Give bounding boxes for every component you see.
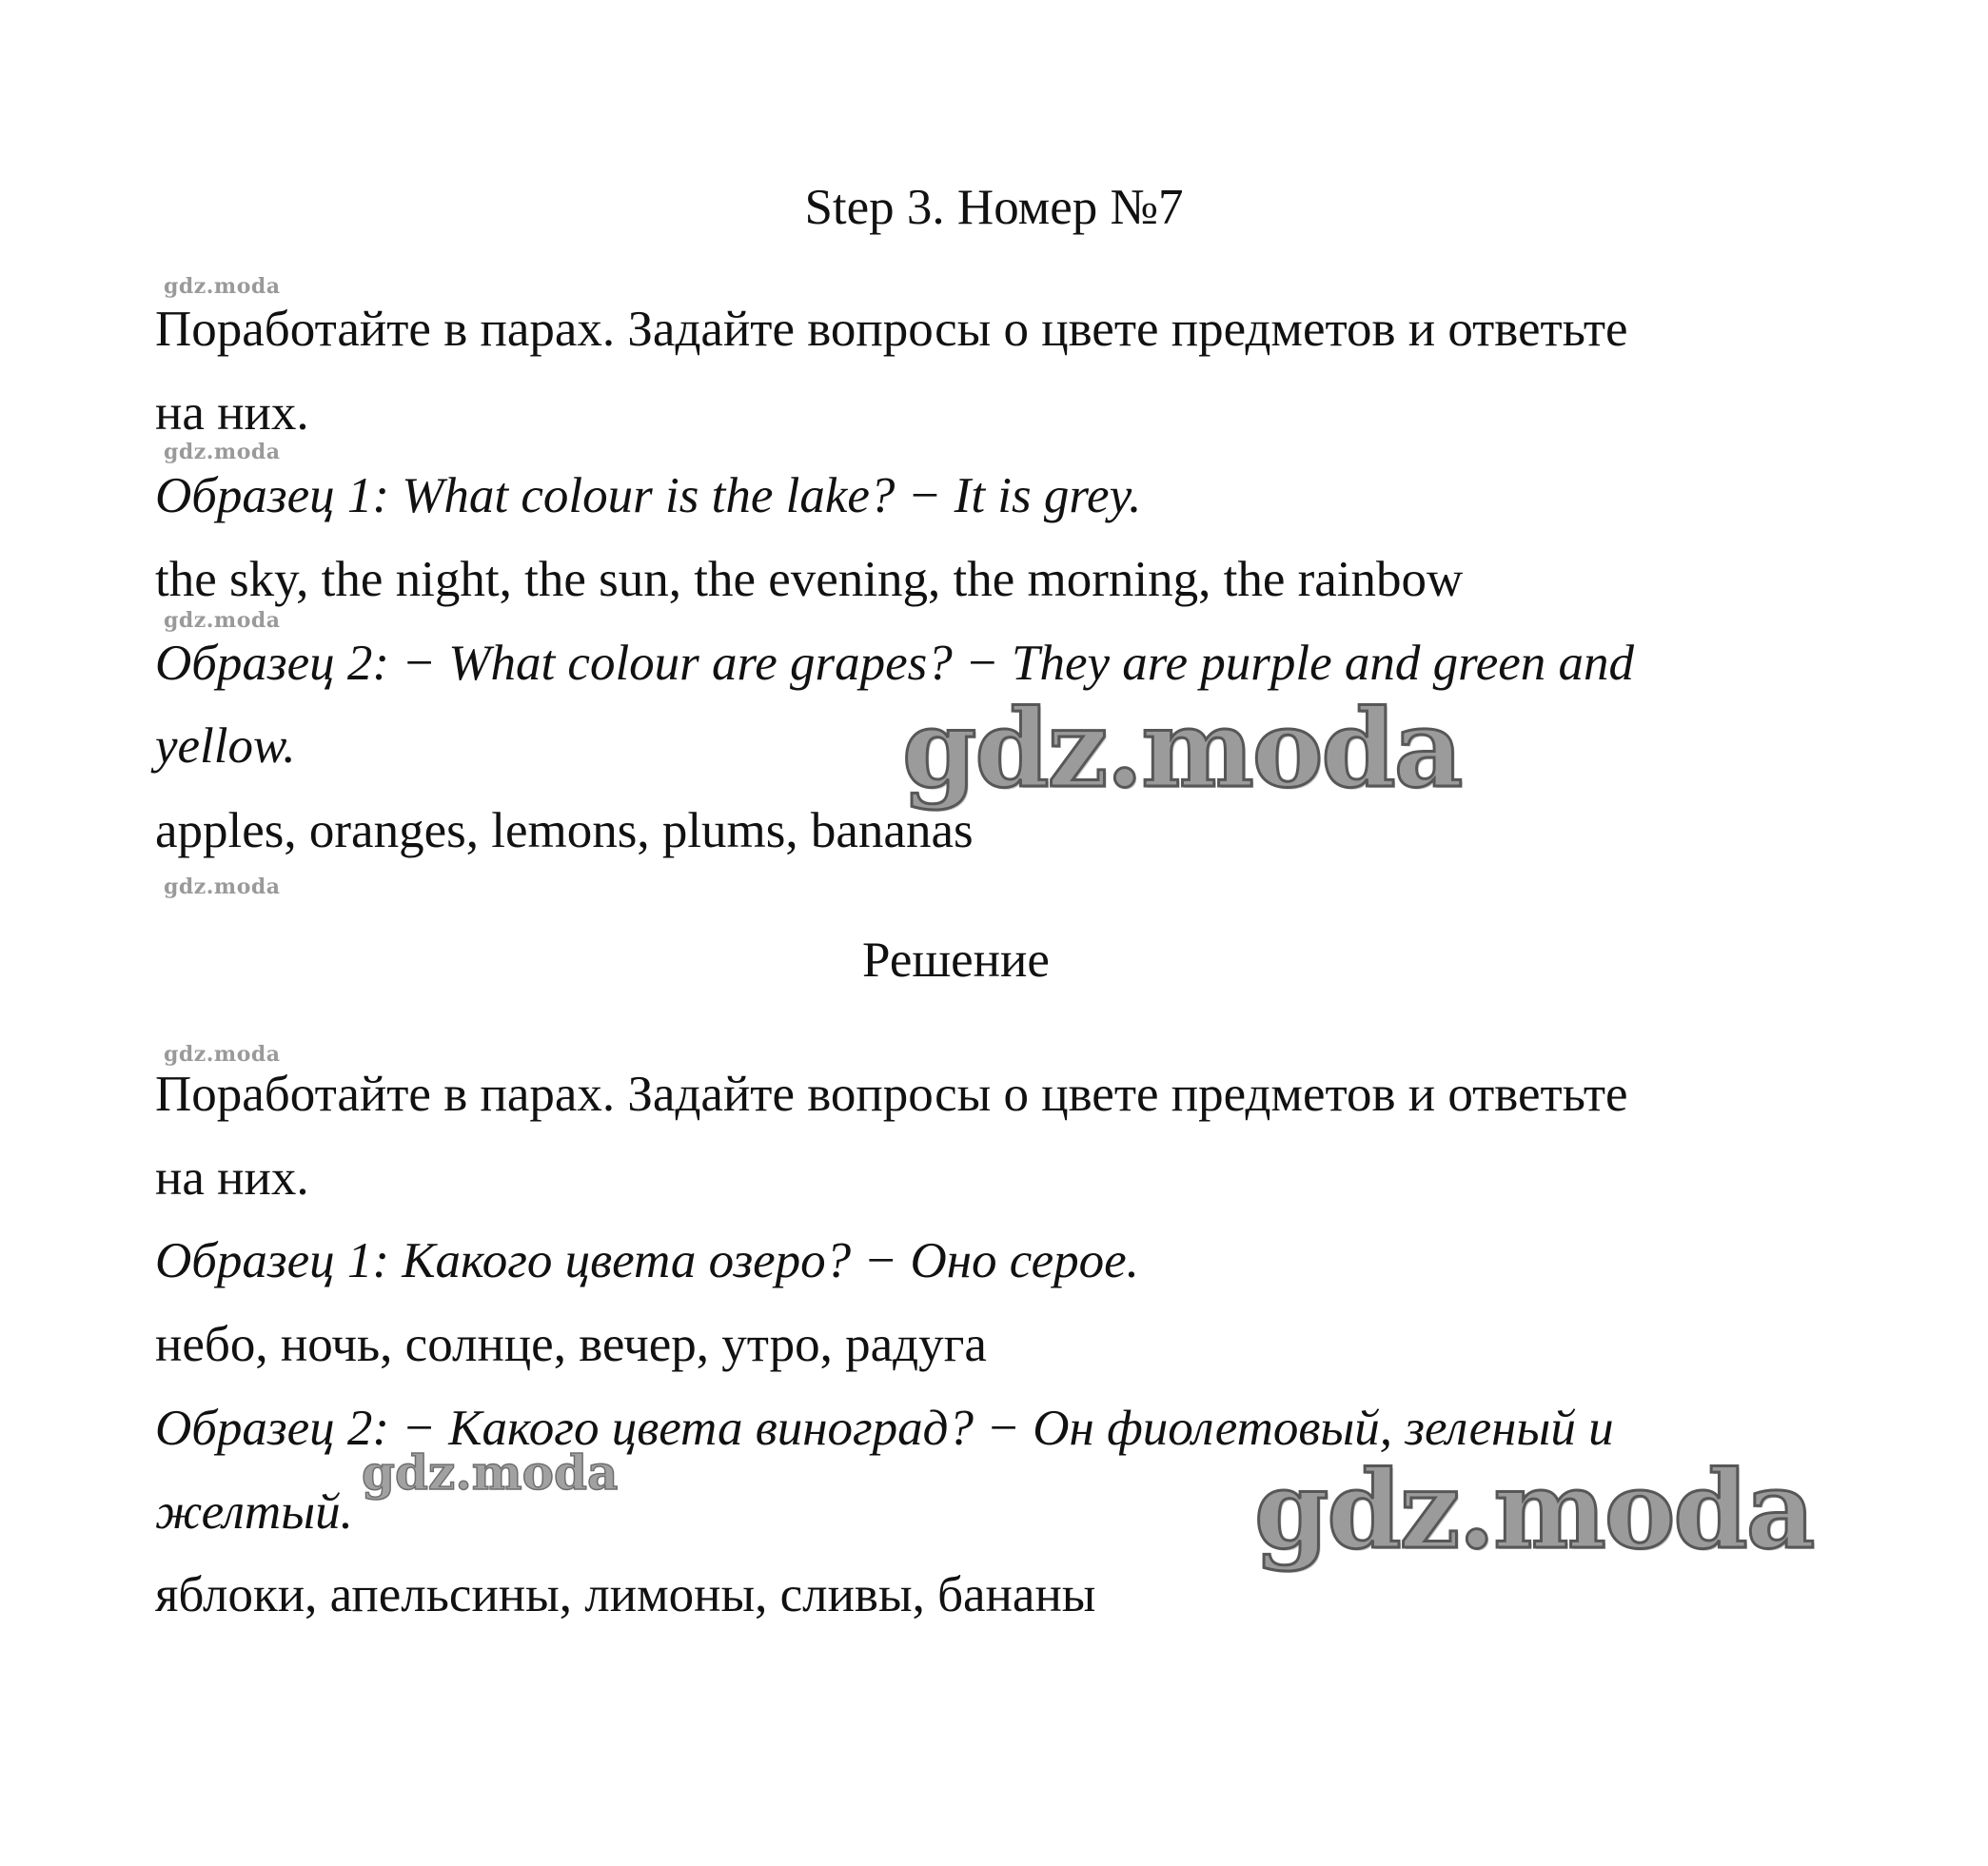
watermark-small: gdz.moda [164,874,281,899]
solution-instruction-line1: Поработайте в парах. Задайте вопросы о цвете предметов и ответьте [155,1067,1628,1122]
solution-example-1: Образец 1: Какого цвета озеро? − Оно серое. [155,1233,1139,1288]
solution-word-list-1: небо, ночь, солнце, вечер, утро, радуга [155,1317,987,1372]
solution-instruction-line2: на них. [155,1150,309,1206]
watermark-small: gdz.moda [164,440,281,464]
task-word-list-2: apples, oranges, lemons, plums, bananas [155,803,974,858]
watermark-small: gdz.moda [164,274,281,299]
solution-word-list-2: яблоки, апельсины, лимоны, сливы, бананы [155,1567,1096,1622]
watermark-small: gdz.moda [164,608,281,633]
task-word-list-1: the sky, the night, the sun, the evening, the morning, the rainbow [155,552,1464,607]
solution-example-2-line1: Образец 2: − Какого цвета виноград? − Он фиолетовый, зеленый и [155,1401,1614,1456]
task-example-2-line1: Образец 2: − What colour are grapes? − They are purple and green and [155,636,1635,691]
watermark-large: gdz.moda [902,687,1462,812]
watermark-small: gdz.moda [164,1042,281,1067]
task-example-2-line2: yellow. [155,718,296,774]
page-title: Step 3. Номер №7 [804,180,1184,235]
task-instruction-line2: на них. [155,385,309,441]
task-example-1: Образец 1: What colour is the lake? − It is grey. [155,468,1142,523]
solution-heading: Решение [862,933,1050,988]
watermark-medium: gdz.moda [362,1444,619,1501]
solution-example-2-line2: желтый. [155,1484,353,1540]
watermark-large: gdz.moda [1254,1448,1814,1573]
task-instruction-line1: Поработайте в парах. Задайте вопросы о цвете предметов и ответьте [155,302,1628,357]
